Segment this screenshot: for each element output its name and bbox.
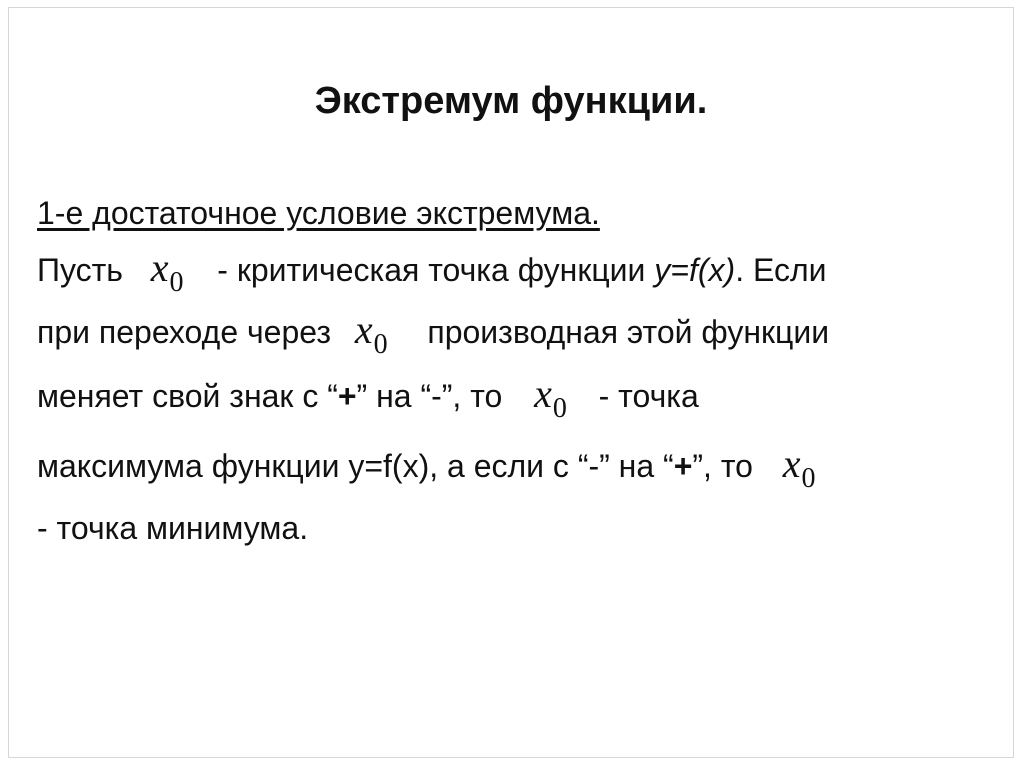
line4-text-b: ”, то	[692, 448, 753, 484]
x0-symbol: $x_0$	[150, 245, 184, 298]
function-notation: y=f(x)	[654, 252, 736, 288]
line4-text-a: максимума функции y=f(x), а если с “-” на “	[37, 448, 674, 484]
line2-text-b: производная этой функции	[427, 314, 830, 350]
line2-text-a: при переходе через	[37, 314, 332, 350]
plus-sign: +	[337, 378, 357, 414]
line1-text-b: - критическая точка функции	[217, 252, 646, 288]
line3-text-b: ” на “-”, то	[356, 378, 503, 414]
subtitle: 1-е достаточное условие экстремума.	[37, 195, 600, 231]
slide-title: Экстремум функции.	[314, 80, 708, 122]
text-line-1	[37, 245, 827, 298]
x0-symbol: $x_0$	[354, 307, 388, 360]
x0-symbol: $x_0$	[782, 441, 816, 494]
text-line-2	[37, 307, 830, 360]
line1-text-c: . Если	[735, 252, 827, 288]
x0-symbol: $x_0$	[534, 371, 567, 424]
line3-text-c: - точка	[598, 378, 699, 414]
slide	[8, 7, 1014, 758]
text-line-4	[37, 441, 816, 494]
text-line-5: - точка минимума.	[37, 510, 309, 546]
line1-text-a: Пусть	[37, 252, 123, 288]
plus-sign: +	[673, 448, 693, 484]
text-line-3	[37, 371, 699, 424]
line3-text-a: меняет свой знак с “	[37, 378, 338, 414]
